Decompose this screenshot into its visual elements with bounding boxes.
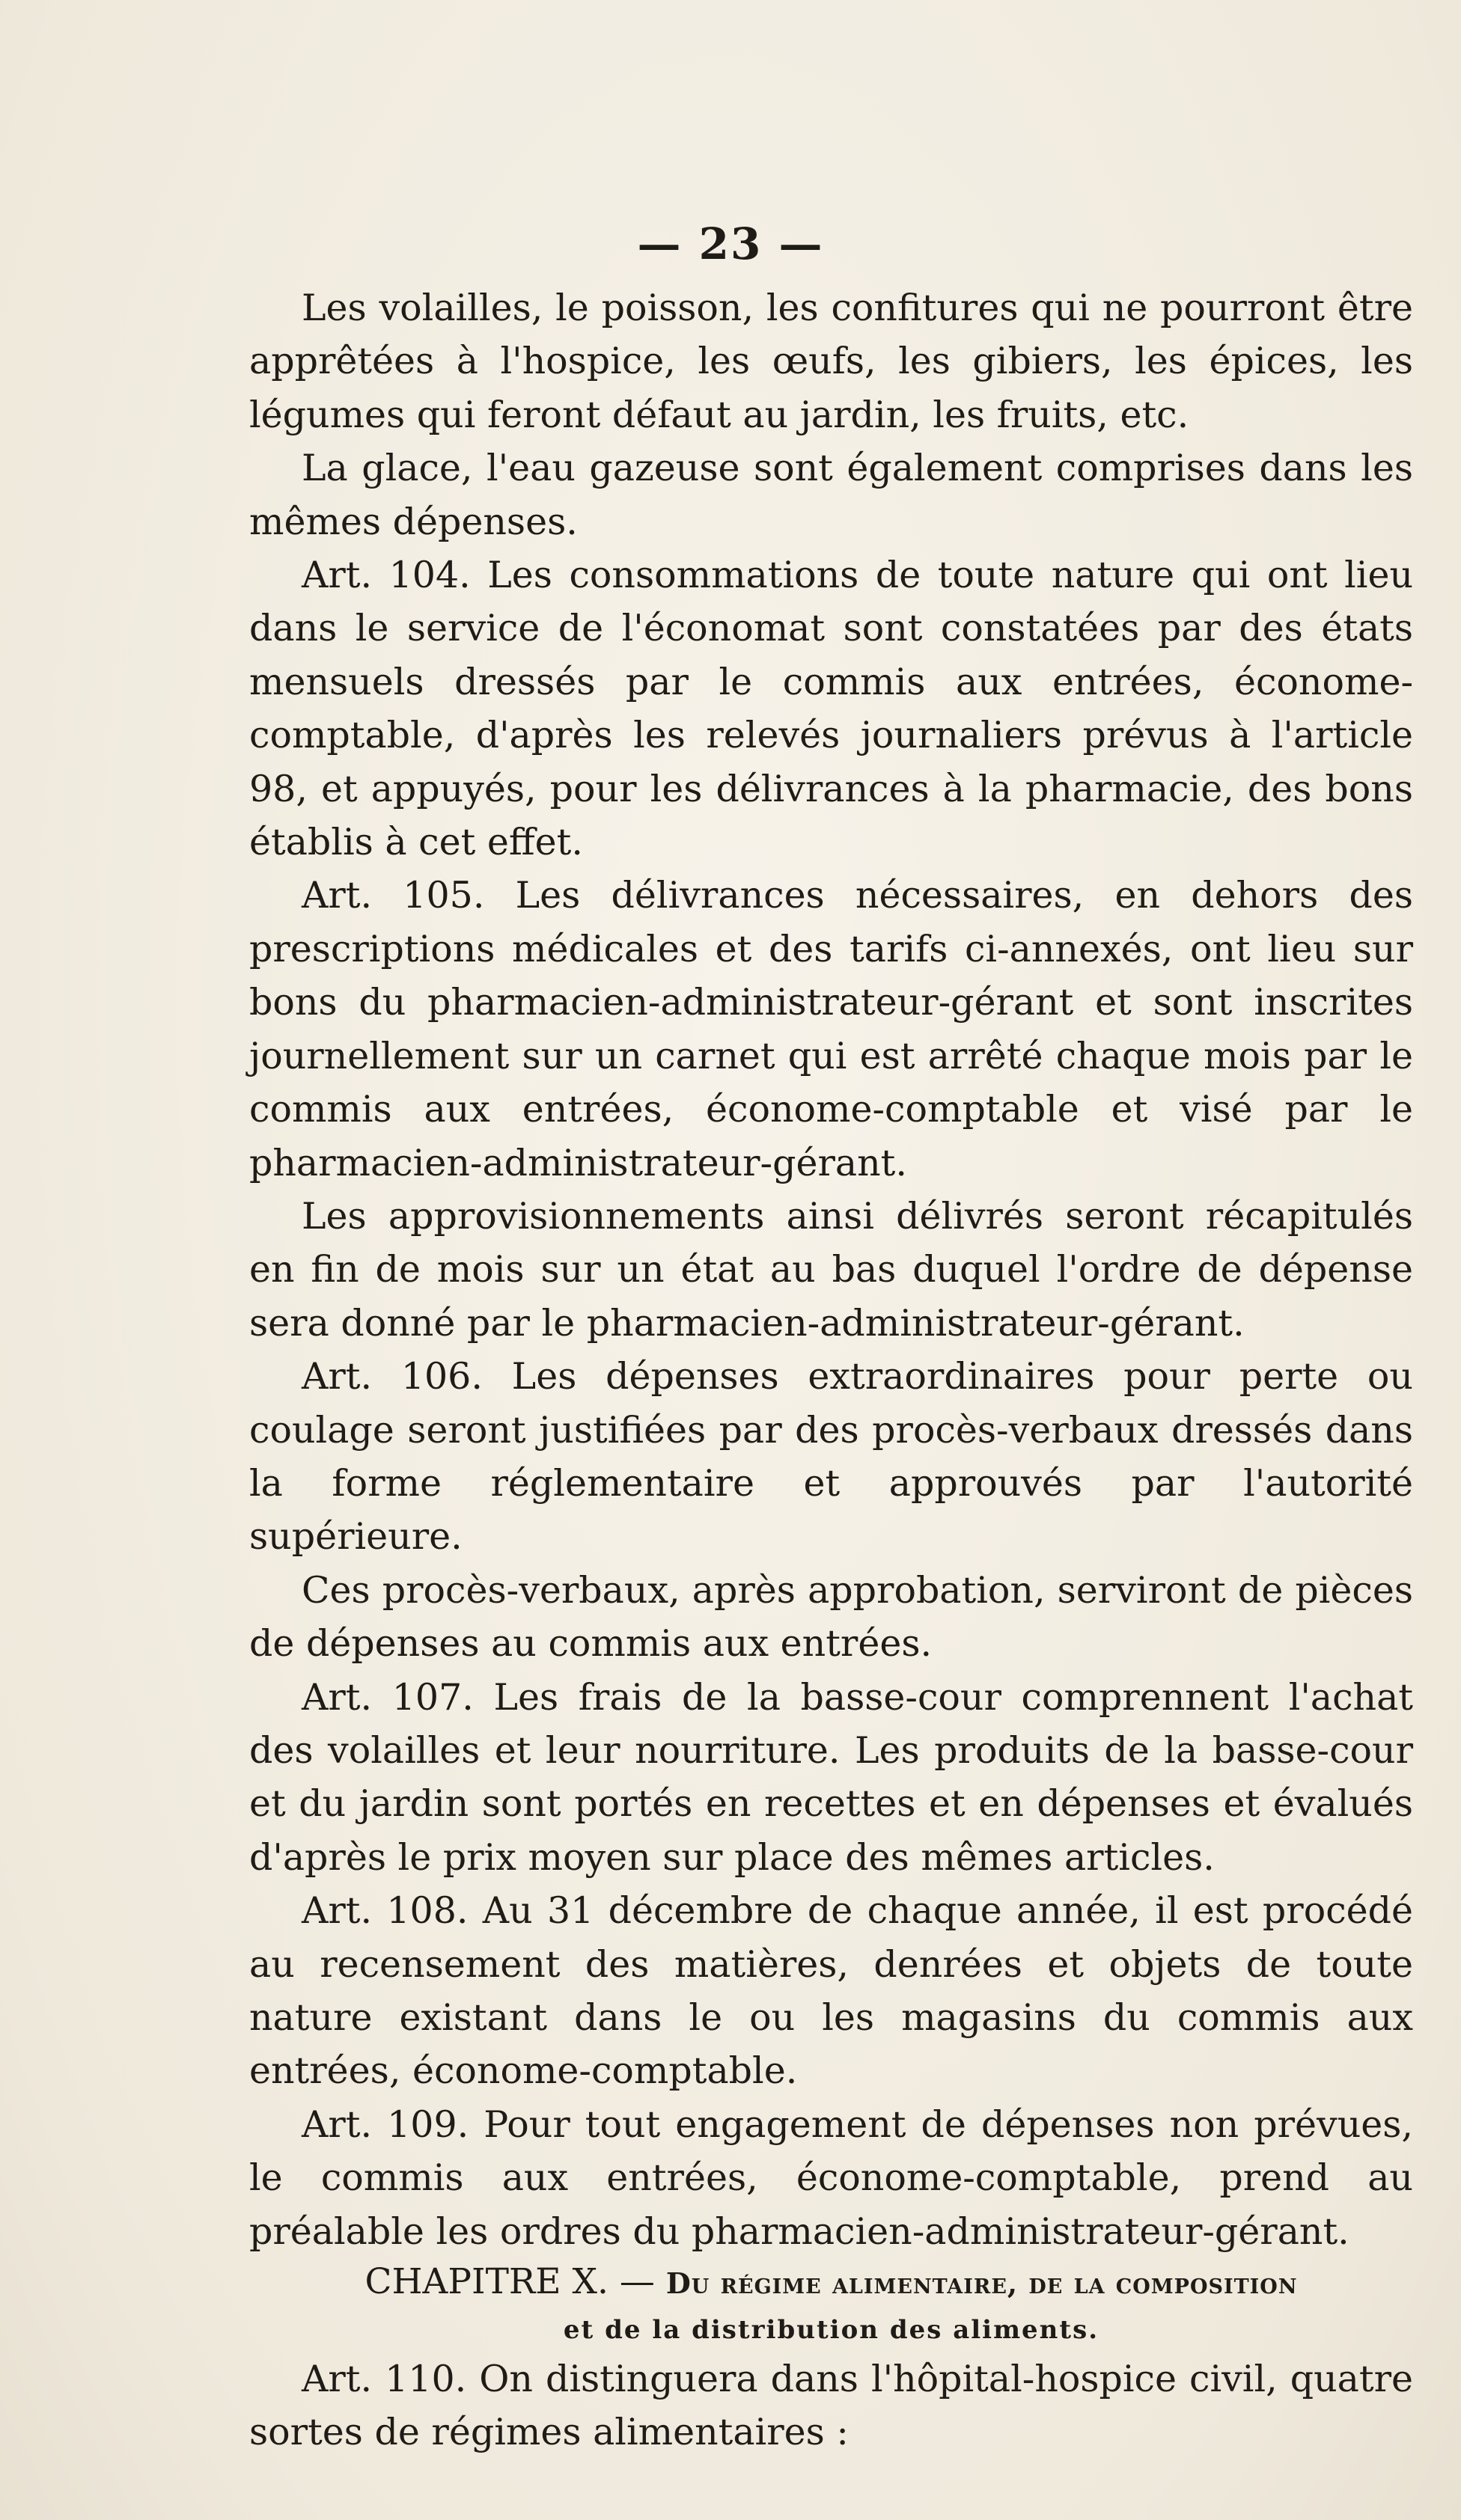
paragraph-art-108: Art. 108. Au 31 décembre de chaque année, il est procédé au recensement des matières, denrées et objets de toute nature existant dans le ou les magasins du commis aux entrées, économe-comptable. [249,1889,1413,2093]
paragraph: Ces procès-verbaux, après approbation, serviront de pièces de dépenses au commis aux entrées. [249,1568,1413,1666]
page-number: — 23 — [637,218,824,269]
body-text [249,281,1413,2459]
chapter-heading [249,2258,1413,2308]
paragraph-art-104: Art. 104. Les consommations de toute nature qui ont lieu dans le service de l'économat sont constatées par des états mensuels dressés par le commis aux entrées, économe-comptable, d'après les relevés journaliers prévus à l'article 98, et appuyés, pour les délivrances à la pharmacie, des bons établis à cet effet. [249,554,1413,864]
paragraph-art-107: Art. 107. Les frais de la basse-cour comprennent l'achat des volailles et leur nourriture. Les produits de la basse-cour et du jardin sont portés en recettes et en dépenses et évalués d'après le prix moyen sur place des mêmes articles. [249,1675,1413,1879]
paragraph-art-106: Art. 106. Les dépenses extraordinaires pour perte ou coulage seront justifiées par des procès-verbaux dressés dans la forme réglementaire et approuvés par l'autorité supérieure. [249,1355,1413,1559]
paragraph: Les volailles, le poisson, les confitures qui ne pourront être apprêtées à l'hospice, les œufs, les gibiers, les épices, les légumes qui feront défaut au jardin, les fruits, etc. [249,287,1413,436]
chapter-title-line2: et de la distribution des aliments. [563,2315,1099,2346]
paragraph-art-105: Art. 105. Les délivrances nécessaires, en dehors des prescriptions médicales et des tarifs ci-annexés, ont lieu sur bons du pharmacien-administrateur-gérant et sont inscrites journellement sur un carnet qui est arrêté chaque mois par le commis aux entrées, économe-comptable et visé par le pharmacien-administrateur-gérant. [249,874,1413,1184]
paragraph: Les approvisionnements ainsi délivrés seront récapitulés en fin de mois sur un état au bas duquel l'ordre de dépense sera donné par le pharmacien-administrateur-gérant. [249,1194,1413,1345]
paragraph-art-110: Art. 110. On distinguera dans l'hôpital-hospice civil, quatre sortes de régimes alimentaires : [249,2358,1413,2454]
chapter-title-line1: Du régime alimentaire, de la composition [665,2266,1298,2301]
paragraph-art-109: Art. 109. Pour tout engagement de dépenses non prévues, le commis aux entrées, économe-comptable, prend au préalable les ordres du pharmacien-administrateur-gérant. [249,2102,1413,2253]
paragraph: La glace, l'eau gazeuse sont également comprises dans les mêmes dépenses. [249,447,1413,543]
chapter-number: CHAPITRE X. — [365,2261,655,2303]
